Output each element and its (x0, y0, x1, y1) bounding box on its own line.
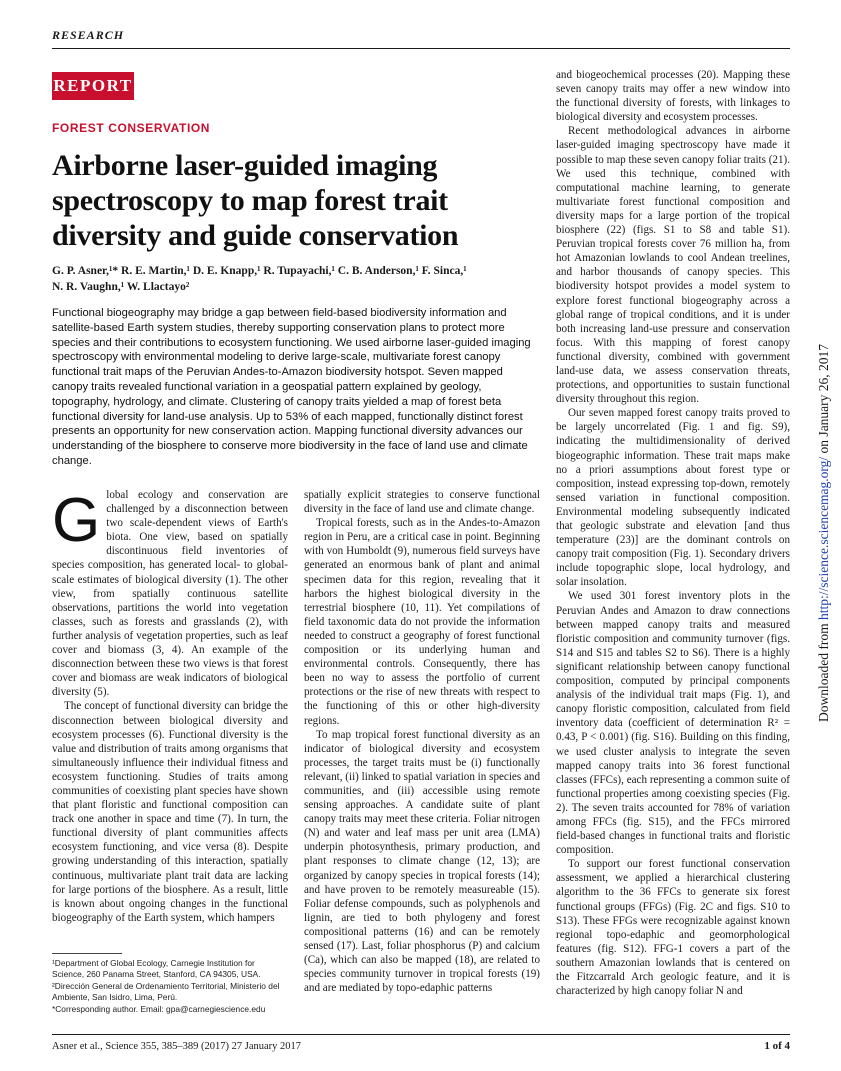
authors-line-2: N. R. Vaughn,¹ W. Llactayo² (52, 281, 190, 293)
paragraph: Tropical forests, such as in the Andes-to-Amazon region in Peru, are a critical case in point. Beginning with von Humboldt (9), numerous field surveys have generated an enormous bank of plant and animal specimen data for this region, revealing that it harbors the highest biological diversity in the terrestrial biosphere (10, 11). Yet compilations of field taxonomic data do not provide the information needed to construct a geography of forest functional composition or its underlying human and environmental controls. Consequently, there has been no way to assess the portfolio of current protections or the rise of new threats with respect to the functioning of this or other high-diversity regions. (304, 517, 540, 727)
affiliation-2: ²Dirección General de Ordenamiento Territorial, Ministerio del Ambiente, San Isidro, Lima, Perú. (52, 980, 280, 1002)
author-list (52, 263, 542, 295)
download-prefix: Downloaded from (816, 620, 831, 722)
category-label: FOREST CONSERVATION (52, 121, 211, 135)
paragraph: The concept of functional diversity can bridge the disconnection between biological diversity and ecosystem processes (6). Functional diversity is the value and distribution of traits among organisms that simultaneously influence their individual fitness and ecosystem functioning. Studies of traits among communities of coexisting plant species have shown that plant floristic and functional composition can track one another in space and time (7). In turn, the functional diversity of plant communities affects ecosystem functioning, and vice versa (8). Despite growing understanding of this interaction, spatially continuous, multivariate plant trait data are lacking for large portions of the biosphere. As a result, little is known about ongoing changes in the functional biogeography of the Earth system, which hampers (52, 700, 288, 924)
authors-line-1: G. P. Asner,¹* R. E. Martin,¹ D. E. Knapp,¹ R. Tupayachi,¹ C. B. Anderson,¹ F. Sinca,¹ (52, 265, 467, 277)
download-suffix: on January 26, 2017 (816, 343, 831, 457)
citation: Asner et al., Science 355, 385–389 (2017) 27 January 2017 (52, 1041, 302, 1052)
body-column-2 (304, 488, 540, 1028)
download-link[interactable]: http://science.sciencemag.org/ (816, 456, 831, 621)
affiliation-1: ¹Department of Global Ecology, Carnegie Institution for Science, 260 Panama Street, Stanford, CA 94305, USA. (52, 958, 261, 979)
footnotes (52, 958, 288, 1016)
journal-section-label: RESEARCH (52, 28, 125, 42)
download-watermark (816, 202, 832, 722)
header-rule (52, 48, 790, 49)
footnote-rule (52, 953, 122, 954)
paragraph: To support our forest functional conservation assessment, we applied a hierarchical clustering algorithm to the 36 FFCs to generate six forest functional groups (FFGs) (Fig. 2C and figs. S10 to S13). These FFGs were recognizable against known regional topo-edaphic and geomorphological features (fig. S12). FFG-1 covers a part of the southern Amazonian lowlands that is centered on the Fitzcarrald Arch geologic feature, and it is characterized by high canopy foliar N and (556, 858, 790, 998)
paragraph: Recent methodological advances in airborne laser-guided imaging spectroscopy have made it possible to map these seven canopy foliar traits (21). We used this technique, combined with computational machine learning, to generate multivariate forest functional composition and diversity maps for a large portion of the tropical biosphere (22) (figs. S1 to S8 and table S1). Peruvian tropical forests cover 76 million ha, from hot Amazonian lowlands to cool Andean treelines, and harbor thousands of canopy species. This biodiversity hotspot provides a model system to explore forest functional biogeography across a global range of tropical conditions, and it is under both increasing land-use pressure and conservation focus. With this mapping of forest canopy functional diversity, combined with government land-use data, we assess conservation threats, protections, and opportunities to sustain functional diversity throughout this region. (556, 125, 790, 406)
paragraph: Our seven mapped forest canopy traits proved to be largely uncorrelated (Fig. 1 and fig. S9), indicating the multidimensionality of derived biogeographic information. These trait maps make no a priori assumptions about forest type or composition, instead expressing top-down, remotely sensed variation in functional composition. Environmental modeling subsequently indicated that geologic substrate and elevation [and thus temperature (23)] are the dominant controls on canopy trait composition (Fig. 1). Secondary drivers include topographic slope, local hydrology, and solar insolation. (556, 407, 790, 589)
body-column-1 (52, 488, 288, 948)
footer-rule (52, 1034, 790, 1035)
paragraph: spatially explicit strategies to conserve functional diversity in the face of land use and climate change. (304, 489, 540, 516)
abstract: Functional biogeography may bridge a gap between field-based biodiversity information and satellite-based Earth system studies, thereby supporting conservation plans to protect more species and their contributions to ecosystem functioning. We used airborne laser-guided imaging spectroscopy with environmental modeling to derive large-scale, multivariate forest canopy functional trait maps of the Peruvian Andes-to-Amazon biodiversity hotspot. Seven mapped canopy traits revealed functional variation in a geospatial pattern explained by geology, topography, hydrology, and climate. Clustering of canopy traits yielded a map of forest beta functional diversity for land-use analysis. Up to 53% of each mapped, functionally distinct forest presents an opportunity for new conservation action. Mapping functional diversity advances our understanding of the biosphere to conserve more biodiversity in the face of land use and climate change. (52, 307, 531, 467)
article-title: Airborne laser-guided imaging spectroscopy to map forest trait diversity and guide conservation (52, 149, 459, 252)
page-number: 1 of 4 (764, 1040, 790, 1052)
corresponding-author: *Corresponding author. Email: gpa@carnegiescience.edu (52, 1003, 266, 1014)
report-badge: REPORT (52, 72, 134, 100)
paragraph: Global ecology and conservation are challenged by a disconnection between two scale-dependent views of Earth's biota. One view, based on spatially discontinuous field inventories of species composition, has generated local- to global-scale estimates of biological diversity (1). The other view, from spatially continuous satellite observations, partitions the world into vegetation classes, such as forests and grasslands (2), with further analysis of vegetation properties, such as leaf cover and biomass (3, 4). An example of the disconnection between these two views is that forest cover and biomass are weak indicators of biological diversity (5). (52, 488, 288, 699)
paragraph: To map tropical forest functional diversity as an indicator of biological diversity and ecosystem processes, the target traits must be (i) functionally relevant, (ii) linked to spatial variation in species and communities, and (iii) accessible using remote sensing approaches. A candidate suite of plant canopy traits may meet these criteria. Foliar nitrogen (N) and water and leaf mass per unit area (LMA) underpin photosynthesis, primary production, and plant responses to climate change (12, 13); are organized by canopy species in tropical forests (14); and have proven to be remotely measureable (15). Foliar defense compounds, such as polyphenols and lignin, are tied to both phylogeny and forest compositional patterns (16) and can be remotely sensed (17). Last, foliar phosphorus (P) and calcium (Ca), which can also be mapped (18), are related to species community turnover in tropical forests (19) and are mediated by topo-edaphic patterns (304, 728, 540, 995)
drop-cap: G (52, 488, 101, 555)
paragraph: and biogeochemical processes (20). Mapping these seven canopy traits may offer a new window into the functional diversity of forests, with linkages to biological diversity and ecosystem processes. (556, 69, 790, 124)
paragraph: We used 301 forest inventory plots in the Peruvian Andes and Amazon to draw connections between mapped canopy traits and measured floristic composition and community turnover (figs. S14 and S15 and tables S2 to S6). There is a highly significant relationship between canopy functional composition, computed by principal components analysis of the individual trait maps (Fig. 1), and canopy floristic composition, calculated from field inventory data (coefficient of determination R² = 0.43, P < 0.001) (fig. S16). Building on this finding, we used cluster analysis to integrate the seven mapped canopy traits into 36 forest functional classes (FFCs), each representing a common suite of functional properties among coexisting species (Fig. 2). The seven traits accounted for 78% of variation among FFCs (fig. S15), and the FFCs mirrored field-based changes in functional traits and floristic composition. (556, 590, 790, 857)
body-column-3 (556, 68, 790, 1028)
